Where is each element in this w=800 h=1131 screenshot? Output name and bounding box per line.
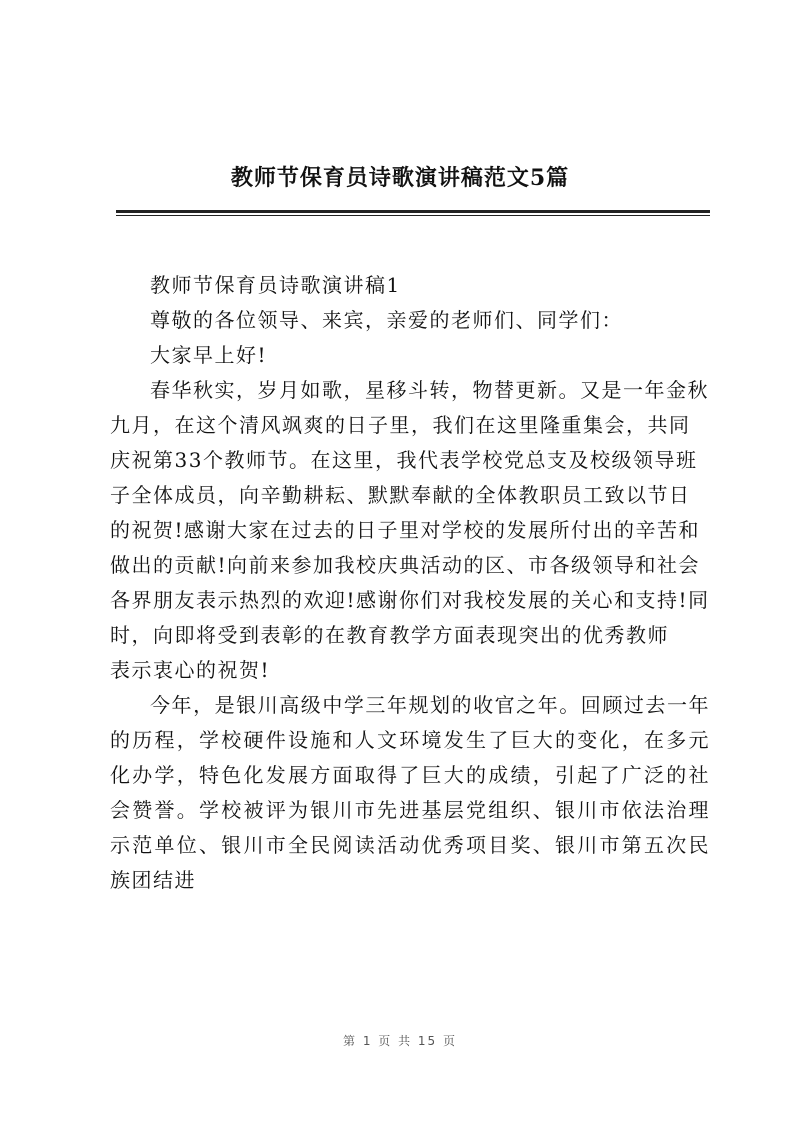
document-body: [110, 268, 710, 898]
salutation: 尊敬的各位领导、来宾，亲爱的老师们、同学们：: [150, 308, 623, 332]
document-title: 教师节保育员诗歌演讲稿范文5篇: [230, 165, 570, 191]
greeting: 大家早上好!: [150, 343, 268, 367]
body-paragraph: 春华秋实，岁月如歌，星移斗转，物替更新。又是一年金秋九月，在这个清风飒爽的日子里，我们在这里隆重集会，共同庆祝第33个教师节。在这里，我代表学校党总支及校级领导班子全体成员，向辛勤耕耘、默默奉献的全体教职员工致以节日的祝贺!感谢大家在过去的日子里对学校的发展所付出的辛苦和做出的贡献!向前来参加我校庆典活动的区、市各级领导和社会各界朋友表示热烈的欢迎!感谢你们对我校发展的关心和支持!同时，向即将受到表彰的在教育教学方面表现突出的优秀教师: [110, 378, 710, 647]
title-divider: [116, 210, 710, 213]
body-paragraph: 今年，是银川高级中学三年规划的收官之年。回顾过去一年的历程，学校硬件设施和人文环境发生了巨大的变化，在多元化办学，特色化发展方面取得了巨大的成绩，引起了广泛的社会赞誉。学校被评为银川市先进基层党组织、银川市依法治理示范单位、银川市全民阅读活动优秀项目奖、银川市第五次民族团结进: [110, 693, 710, 892]
body-paragraph-continuation: 表示衷心的祝贺!: [110, 658, 271, 682]
title-divider-thin: [116, 215, 710, 216]
section-heading: 教师节保育员诗歌演讲稿1: [150, 273, 401, 297]
page-number-footer: 第 1 页 共 15 页: [343, 1034, 457, 1048]
